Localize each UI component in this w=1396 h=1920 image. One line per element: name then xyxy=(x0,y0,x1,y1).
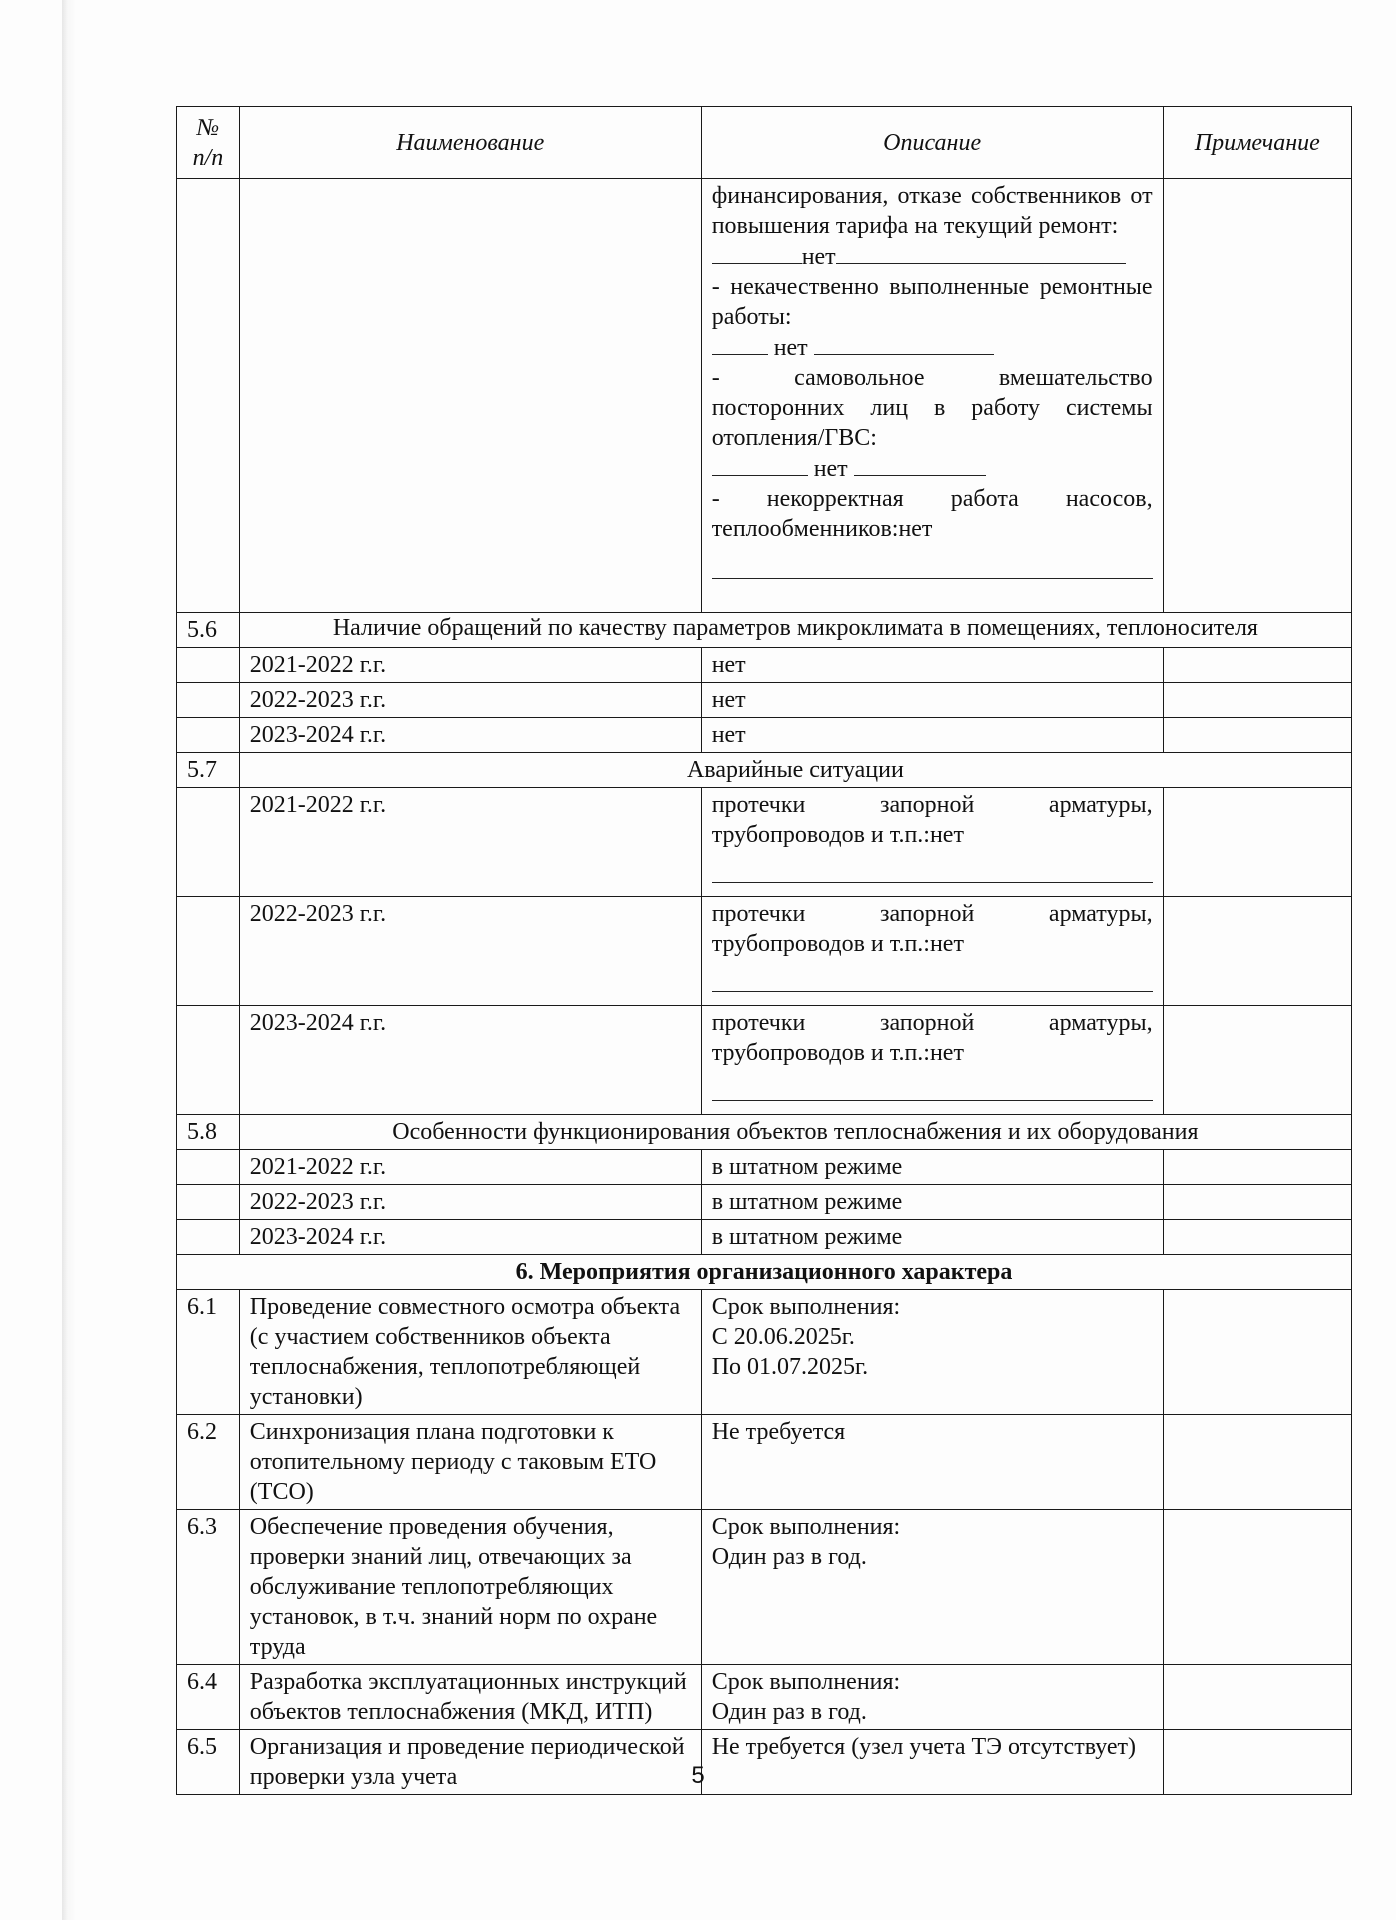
section-title: Наличие обращений по качеству параметров микроклимата в помещениях, теплоносителя xyxy=(239,613,1351,648)
document-table xyxy=(176,106,1352,1795)
table-row xyxy=(177,1510,1352,1665)
table-row xyxy=(177,1185,1352,1220)
section-number: 5.8 xyxy=(177,1115,240,1150)
item-number: 6.1 xyxy=(177,1290,240,1415)
item-desc: Не требуется xyxy=(701,1415,1163,1510)
section-row xyxy=(177,613,1352,648)
table-row xyxy=(177,648,1352,683)
header-desc: Описание xyxy=(701,107,1163,179)
period: 2021-2022 г.г. xyxy=(239,1150,701,1185)
description: протечки запорной арматуры, трубопроводов и т.п.:нет xyxy=(701,788,1163,897)
item-desc: Не требуется (узел учета ТЭ отсутствует) xyxy=(701,1730,1163,1795)
scan-edge xyxy=(62,0,76,1920)
description: протечки запорной арматуры, трубопроводов и т.п.:нет xyxy=(701,897,1163,1006)
table-row xyxy=(177,683,1352,718)
answer-none: нет xyxy=(813,456,848,482)
item-desc: Срок выполнения: Один раз в год. xyxy=(701,1510,1163,1665)
item-name: Проведение совместного осмотра объекта (с участием собственников объекта теплоснабжения, теплопотребляющей установки) xyxy=(239,1290,701,1415)
section-6-title: 6. Мероприятия организационного характера xyxy=(177,1255,1352,1290)
table-row xyxy=(177,1290,1352,1415)
item-name: Обеспечение проведения обучения, проверки знаний лиц, отвечающих за обслуживание теплопотребляющих установок, в т.ч. знаний норм по охране труда xyxy=(239,1510,701,1665)
period: 2021-2022 г.г. xyxy=(239,648,701,683)
item-number: 6.5 xyxy=(177,1730,240,1795)
period: 2023-2024 г.г. xyxy=(239,1006,701,1115)
table-row xyxy=(177,1665,1352,1730)
table-row xyxy=(177,1150,1352,1185)
table-row xyxy=(177,897,1352,1006)
section-header-row xyxy=(177,1255,1352,1290)
period: 2022-2023 г.г. xyxy=(239,1185,701,1220)
item-number: 6.3 xyxy=(177,1510,240,1665)
period: 2022-2023 г.г. xyxy=(239,683,701,718)
table-row xyxy=(177,718,1352,753)
section-row xyxy=(177,753,1352,788)
description: протечки запорной арматуры, трубопроводов и т.п.:нет xyxy=(701,1006,1163,1115)
description: нет xyxy=(701,718,1163,753)
period: 2023-2024 г.г. xyxy=(239,718,701,753)
item-name: Синхронизация плана подготовки к отопительному периоду с таковым ЕТО (ТСО) xyxy=(239,1415,701,1510)
period: 2023-2024 г.г. xyxy=(239,1220,701,1255)
section-title: Особенности функционирования объектов теплоснабжения и их оборудования xyxy=(239,1115,1351,1150)
continuation-row xyxy=(177,179,1352,613)
period: 2022-2023 г.г. xyxy=(239,897,701,1006)
answer-none: нет xyxy=(773,335,808,361)
section-title: Аварийные ситуации xyxy=(239,753,1351,788)
table-row xyxy=(177,1415,1352,1510)
page-number: 5 xyxy=(691,1762,705,1789)
item-name: Разработка эксплуатационных инструкций объектов теплоснабжения (МКД, ИТП) xyxy=(239,1665,701,1730)
header-num: № п/п xyxy=(177,107,240,179)
item-number: 6.2 xyxy=(177,1415,240,1510)
item-desc: Срок выполнения: С 20.06.2025г. По 01.07.2025г. xyxy=(701,1290,1163,1415)
period: 2021-2022 г.г. xyxy=(239,788,701,897)
table-row xyxy=(177,1220,1352,1255)
item-name: Организация и проведение периодической проверки узла учета xyxy=(239,1730,701,1795)
description: в штатном режиме xyxy=(701,1220,1163,1255)
table-header-row xyxy=(177,107,1352,179)
table-row xyxy=(177,788,1352,897)
description: в штатном режиме xyxy=(701,1185,1163,1220)
description: нет xyxy=(701,648,1163,683)
item-desc: Срок выполнения: Один раз в год. xyxy=(701,1665,1163,1730)
header-name: Наименование xyxy=(239,107,701,179)
header-note: Примечание xyxy=(1163,107,1351,179)
table-row xyxy=(177,1006,1352,1115)
section-number: 5.6 xyxy=(177,613,240,648)
continuation-desc: финансирования, отказе собственников от повышения тарифа на текущий ремонт: нет - некачественно выполненные ремонтные работы: нет - самовольное вмешательство посторонних лиц в работу системы отопления/ГВС: нет - некорректная работа насосов, теплообменников:нет xyxy=(701,179,1163,613)
description: в штатном режиме xyxy=(701,1150,1163,1185)
item-number: 6.4 xyxy=(177,1665,240,1730)
section-row xyxy=(177,1115,1352,1150)
answer-none: нет xyxy=(801,244,836,270)
description: нет xyxy=(701,683,1163,718)
section-number: 5.7 xyxy=(177,753,240,788)
